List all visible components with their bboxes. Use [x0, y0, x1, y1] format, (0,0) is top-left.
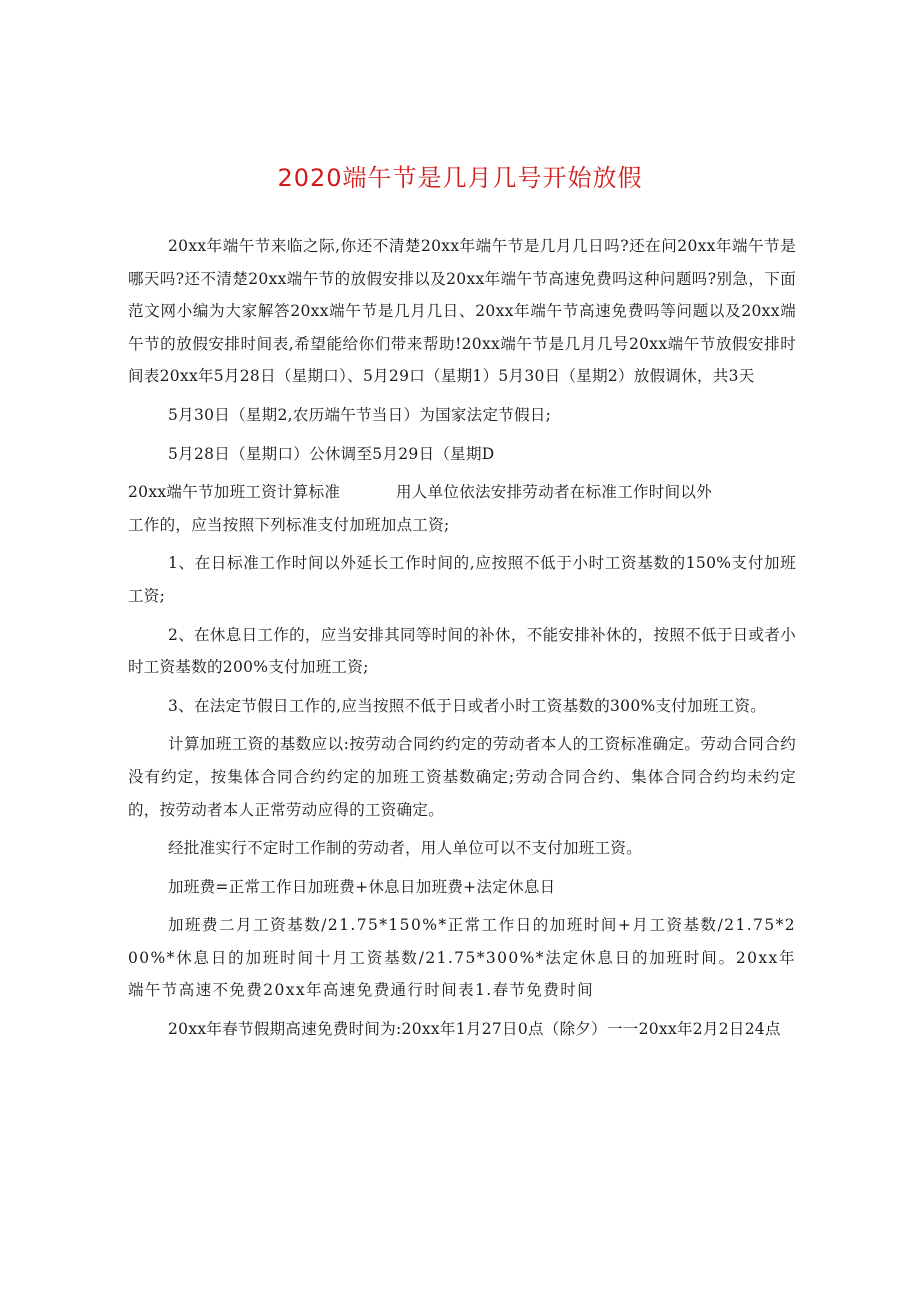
- formula-line: 加班费=正常工作日加班费+休息日加班费+法定休息日: [168, 877, 556, 896]
- rule-item: 3、在法定节假日工作的,应当按照不低于日或者小时工资基数的300%支付加班工资。: [168, 696, 767, 715]
- intro-paragraph: 20xx年端午节来临之际,你还不清楚20xx年端午节是几月几日吗?还在问20xx年端午节是哪天吗?还不清楚20xx端午节的放假安排以及20xx年端午节高速免费吗这种问题吗?别急，下面范文网小编为大家解答20xx端午节是几月几日、20xx年端午节高速免费吗等问题以及20xx端午节的放假安排时间表,希望能给你们带来帮助!20xx端午节是几月几号20xx端午节放假安排时间表20xx年5月28日（星期口）、5月29口（星期1）5月30日（星期2）放假调休，共3天: [128, 237, 796, 386]
- rule-item: 2、在休息日工作的，应当安排其同等时间的补休，不能安排补休的，按照不低于日或者小时工资基数的200%支付加班工资;: [128, 625, 796, 677]
- page-title: 2020端午节是几月几号开始放假: [277, 164, 643, 192]
- overtime-intro-first-line: 用人单位依法安排劳动者在标准工作时间以外: [396, 483, 713, 502]
- formula-detail-paragraph: 加班费二月工资基数/21.75*150%*正常工作日的加班时间+月工资基数/21.75*200%*休息日的加班时间十月工资基数/21.75*300%*法定休息日的加班时间。20xx年端午节高速不免费20xx年高速免费通行时间表1.春节免费时间: [128, 916, 796, 1000]
- holiday-paragraph: 5月30日（星期2,农历端午节当日）为国家法定节假日;: [168, 405, 552, 424]
- overtime-heading-row: [128, 476, 796, 509]
- document-body: [128, 230, 796, 1052]
- rule-item: 1、在日标准工作时间以外延长工作时间的,应按照不低于小时工资基数的150%支付加班工资;: [128, 554, 796, 605]
- overtime-intro-second-line: 工作的，应当按照下列标准支付加班加点工资;: [128, 515, 450, 534]
- wage-basis-paragraph: 计算加班工资的基数应以:按劳动合同约约定的劳动者本人的工资标准确定。劳动合同合约没有约定，按集体合同合约约定的加班工资基数确定;劳动合同合约、集体合同合约均未约定的，按劳动者本人正常劳动应得的工资确定。: [128, 735, 796, 819]
- flexible-hours-paragraph: 经批准实行不定时工作制的劳动者，用人单位可以不支付加班工资。: [168, 839, 643, 858]
- overtime-heading: 20xx端午节加班工资计算标准: [128, 483, 341, 502]
- spring-festival-paragraph: 20xx年春节假期高速免费时间为:20xx年1月27日0点（除夕）一一20xx年2月2日24点: [168, 1020, 781, 1039]
- rest-shift-paragraph: 5月28日（星期口）公休调至5月29日（星期D: [168, 444, 495, 463]
